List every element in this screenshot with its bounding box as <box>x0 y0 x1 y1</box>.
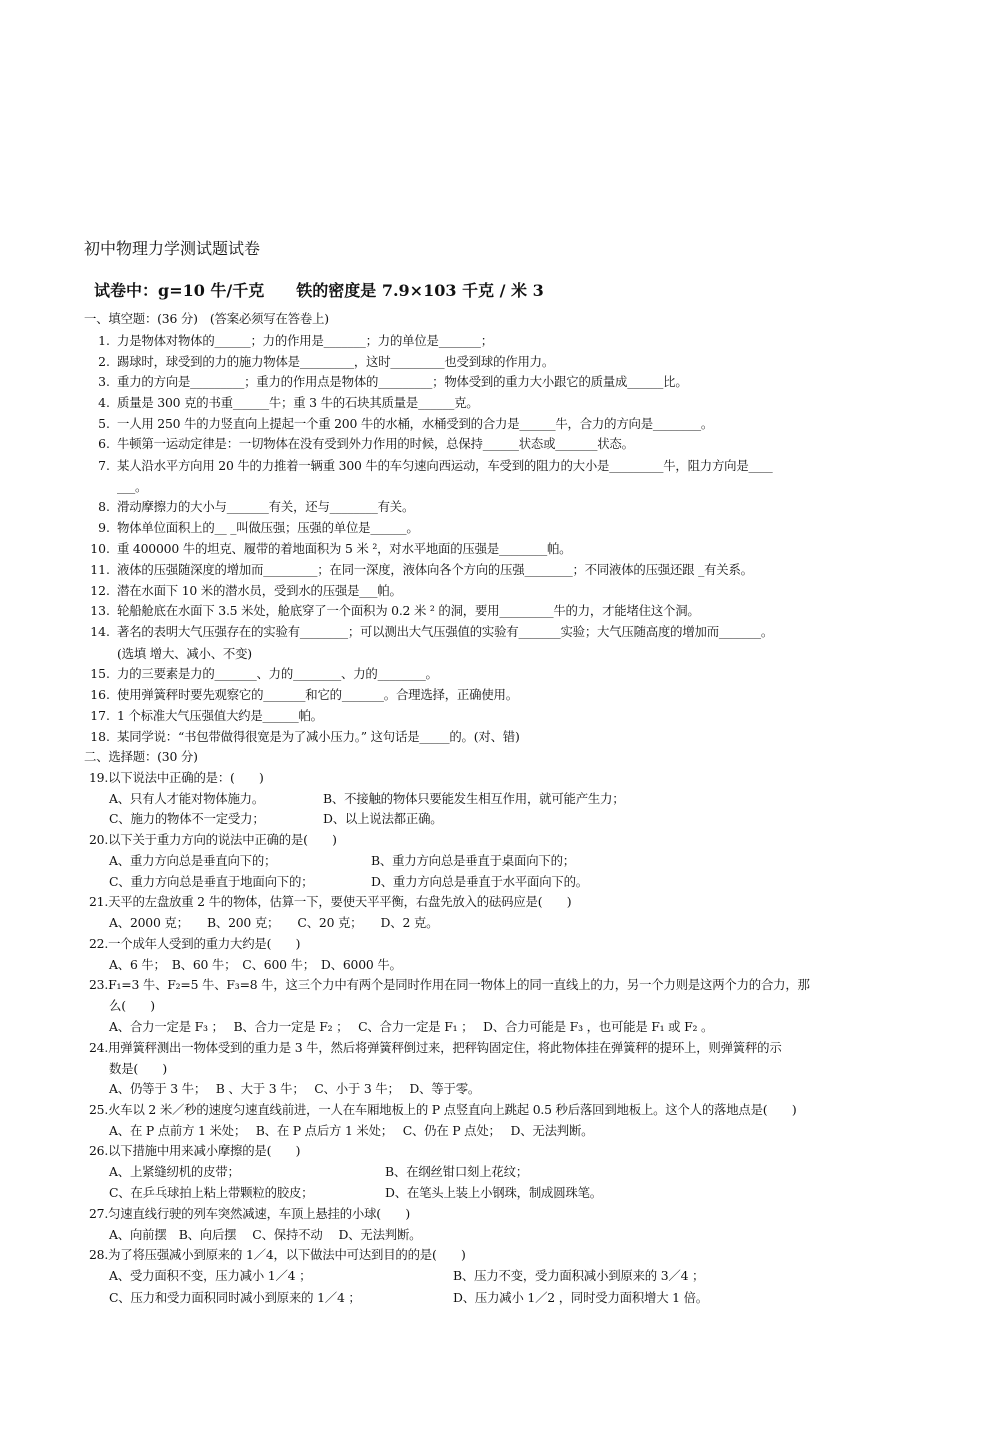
answer-option: D、重力方向总是垂直于水平面向下的。 <box>371 874 588 889</box>
question-text: 潜在水面下 10 米的潜水员，受到水的压强是___帕。 <box>117 583 402 598</box>
question-text: ___。 <box>117 479 148 494</box>
answer-option: A、仍等于 3 牛； B 、大于 3 牛； C、小于 3 牛； D、等于零。 <box>109 1081 481 1096</box>
question-number: 18. <box>90 729 110 744</box>
section-2-heading: 二、选择题：(30 分) <box>84 749 198 764</box>
question-number: 1. <box>98 333 110 348</box>
question-text: 牛顿第一运动定律是：一切物体在没有受到外力作用的时候，总保持______状态或_______状态。 <box>117 436 634 451</box>
question-number: 8. <box>98 499 110 514</box>
question-text: 踢球时，球受到的力的施力物体是_________，这时_________也受到球的作用力。 <box>117 354 555 369</box>
section-1-heading: 一、填空题：(36 分) (答案必须写在答卷上) <box>84 311 329 326</box>
question-number: 4. <box>98 395 110 410</box>
choice-question: 21.天平的左盘放重 2 牛的物体，估算一下，要使天平平衡，右盘先放入的砝码应是( ) <box>89 894 572 909</box>
answer-option: C、重力方向总是垂直于地面向下的； <box>109 874 314 889</box>
choice-question: 22.一个成年人受到的重力大约是( ) <box>89 936 301 951</box>
choice-question: 24.用弹簧秤测出一物体受到的重力是 3 牛，然后将弹簧秤倒过来，把秤钩固定住，将此物体挂在弹簧秤的提环上，则弹簧秤的示 <box>89 1040 782 1055</box>
question-text: 力的三要素是力的_______、力的________、力的________。 <box>117 666 438 681</box>
answer-option: B、在纲丝钳口刻上花纹； <box>385 1164 529 1179</box>
question-number: 13. <box>90 603 110 618</box>
choice-question-continued: 么( ) <box>109 998 155 1013</box>
question-text: 轮船舱底在水面下 3.5 米处，舱底穿了一个面积为 0.2 米 ² 的洞，要用_________牛的力，才能堵住这个洞。 <box>117 603 700 618</box>
question-text: 重力的方向是_________；重力的作用点是物体的_________；物体受到的重力大小跟它的质量成______比。 <box>117 374 688 389</box>
question-number: 17. <box>90 708 110 723</box>
question-text: 质量是 300 克的书重______牛；重 3 牛的石块其质量是______克。 <box>117 395 479 410</box>
answer-option: C、压力和受力面积同时减小到原来的 1／4 ； <box>109 1290 361 1305</box>
answer-option: A、2000 克； B、200 克； C、20 克； D、2 克。 <box>109 915 439 930</box>
question-text: 液体的压强随深度的增加而_________；在同一深度，液体向各个方向的压强________；不同液体的压强还跟 _有关系。 <box>117 562 753 577</box>
question-text: 物体单位面积上的__ _叫做压强；压强的单位是______。 <box>117 520 419 535</box>
choice-question: 23.F₁=3 牛、F₂=5 牛、F₃=8 牛，这三个力中有两个是同时作用在同一物体上的同一直线上的力，另一个力则是这两个力的合力，那 <box>89 977 810 992</box>
answer-option: A、向前摆 B、向后摆 C、保持不动 D、无法判断。 <box>109 1227 422 1242</box>
answer-option: A、上紧缝纫机的皮带； <box>109 1164 240 1179</box>
question-number: 16. <box>90 687 110 702</box>
answer-option: A、在 P 点前方 1 米处； B、在 P 点后方 1 米处； C、仍在 P 点处； D、无法判断。 <box>109 1123 594 1138</box>
question-number: 2. <box>98 354 110 369</box>
answer-option: B、压力不变，受力面积减小到原来的 3／4 ； <box>453 1268 705 1283</box>
answer-option: A、6 牛； B、60 牛； C、600 牛； D、6000 牛。 <box>109 957 402 972</box>
question-text: 某人沿水平方向用 20 牛的力推着一辆重 300 牛的车匀速向西运动，车受到的阻力的大小是_________牛，阻力方向是____ <box>117 458 773 473</box>
choice-question: 20.以下关于重力方向的说法中正确的是( ) <box>89 832 337 847</box>
question-number: 6. <box>98 436 110 451</box>
question-number: 5. <box>98 416 110 431</box>
question-text: (选填 增大、减小、不变) <box>117 646 252 661</box>
answer-option: B、重力方向总是垂直于桌面向下的； <box>371 853 575 868</box>
page-title: 初中物理力学测试题试卷 <box>84 239 261 258</box>
answer-option: D、在笔头上装上小钢珠，制成圆珠笔。 <box>385 1185 602 1200</box>
choice-question: 27.匀速直线行驶的列车突然减速，车顶上悬挂的小球( ) <box>89 1206 410 1221</box>
answer-option: D、以上说法都正确。 <box>323 811 443 826</box>
question-text: 滑动摩擦力的大小与_______有关，还与________有关。 <box>117 499 415 514</box>
answer-option: C、施力的物体不一定受力； <box>109 811 265 826</box>
answer-option: A、合力一定是 F₃ ； B、合力一定是 F₂ ； C、合力一定是 F₁ ； D、合力可能是 F₃ ，也可能是 F₁ 或 F₂ 。 <box>109 1019 714 1034</box>
question-text: 使用弹簧秤时要先观察它的_______和它的_______。合理选择，正确使用。 <box>117 687 518 702</box>
question-number: 11. <box>90 562 110 577</box>
question-number: 14. <box>90 624 110 639</box>
question-text: 某同学说：“书包带做得很宽是为了减小压力。” 这句话是_____的。(对、错) <box>117 729 520 744</box>
question-number: 10. <box>90 541 110 556</box>
question-text: 著名的表明大气压强存在的实验有________；可以测出大气压强值的实验有_______实验；大气压随高度的增加而_______。 <box>117 624 774 639</box>
question-number: 12. <box>90 583 110 598</box>
answer-option: D、压力减小 1／2 ，同时受力面积增大 1 倍。 <box>453 1290 708 1305</box>
question-number: 9. <box>98 520 110 535</box>
answer-option: A、受力面积不变，压力减小 1／4 ； <box>109 1268 312 1283</box>
question-text: 重 400000 牛的坦克、履带的着地面积为 5 米 ²，对水平地面的压强是________帕。 <box>117 541 572 556</box>
answer-option: A、只有人才能对物体施力。 <box>109 791 265 806</box>
question-number: 3. <box>98 374 110 389</box>
question-number: 7. <box>98 458 110 473</box>
answer-option: C、在乒乓球拍上粘上带颗粒的胶皮； <box>109 1185 314 1200</box>
question-text: 力是物体对物体的______；力的作用是_______；力的单位是_______； <box>117 333 493 348</box>
choice-question: 26.以下措施中用来减小摩擦的是( ) <box>89 1143 301 1158</box>
choice-question: 25.火车以 2 米／秒的速度匀速直线前进，一人在车厢地板上的 P 点竖直向上跳起 0.5 秒后落回到地板上。这个人的落地点是( ) <box>89 1102 797 1117</box>
choice-question: 19.以下说法中正确的是：( ) <box>89 770 264 785</box>
question-text: 1 个标准大气压强值大约是______帕。 <box>117 708 323 723</box>
answer-option: B、不接触的物体只要能发生相互作用，就可能产生力； <box>323 791 625 806</box>
page-subtitle: 试卷中：g=10 牛/千克 铁的密度是 7.9×103 千克 / 米 3 <box>94 281 544 300</box>
answer-option: A、重力方向总是垂直向下的； <box>109 853 277 868</box>
choice-question: 28.为了将压强减小到原来的 1／4，以下做法中可达到目的的是( ) <box>89 1247 466 1262</box>
question-number: 15. <box>90 666 110 681</box>
choice-question-continued: 数是( ) <box>109 1061 168 1076</box>
question-text: 一人用 250 牛的力竖直向上提起一个重 200 牛的水桶，水桶受到的合力是______牛，合力的方向是________。 <box>117 416 714 431</box>
